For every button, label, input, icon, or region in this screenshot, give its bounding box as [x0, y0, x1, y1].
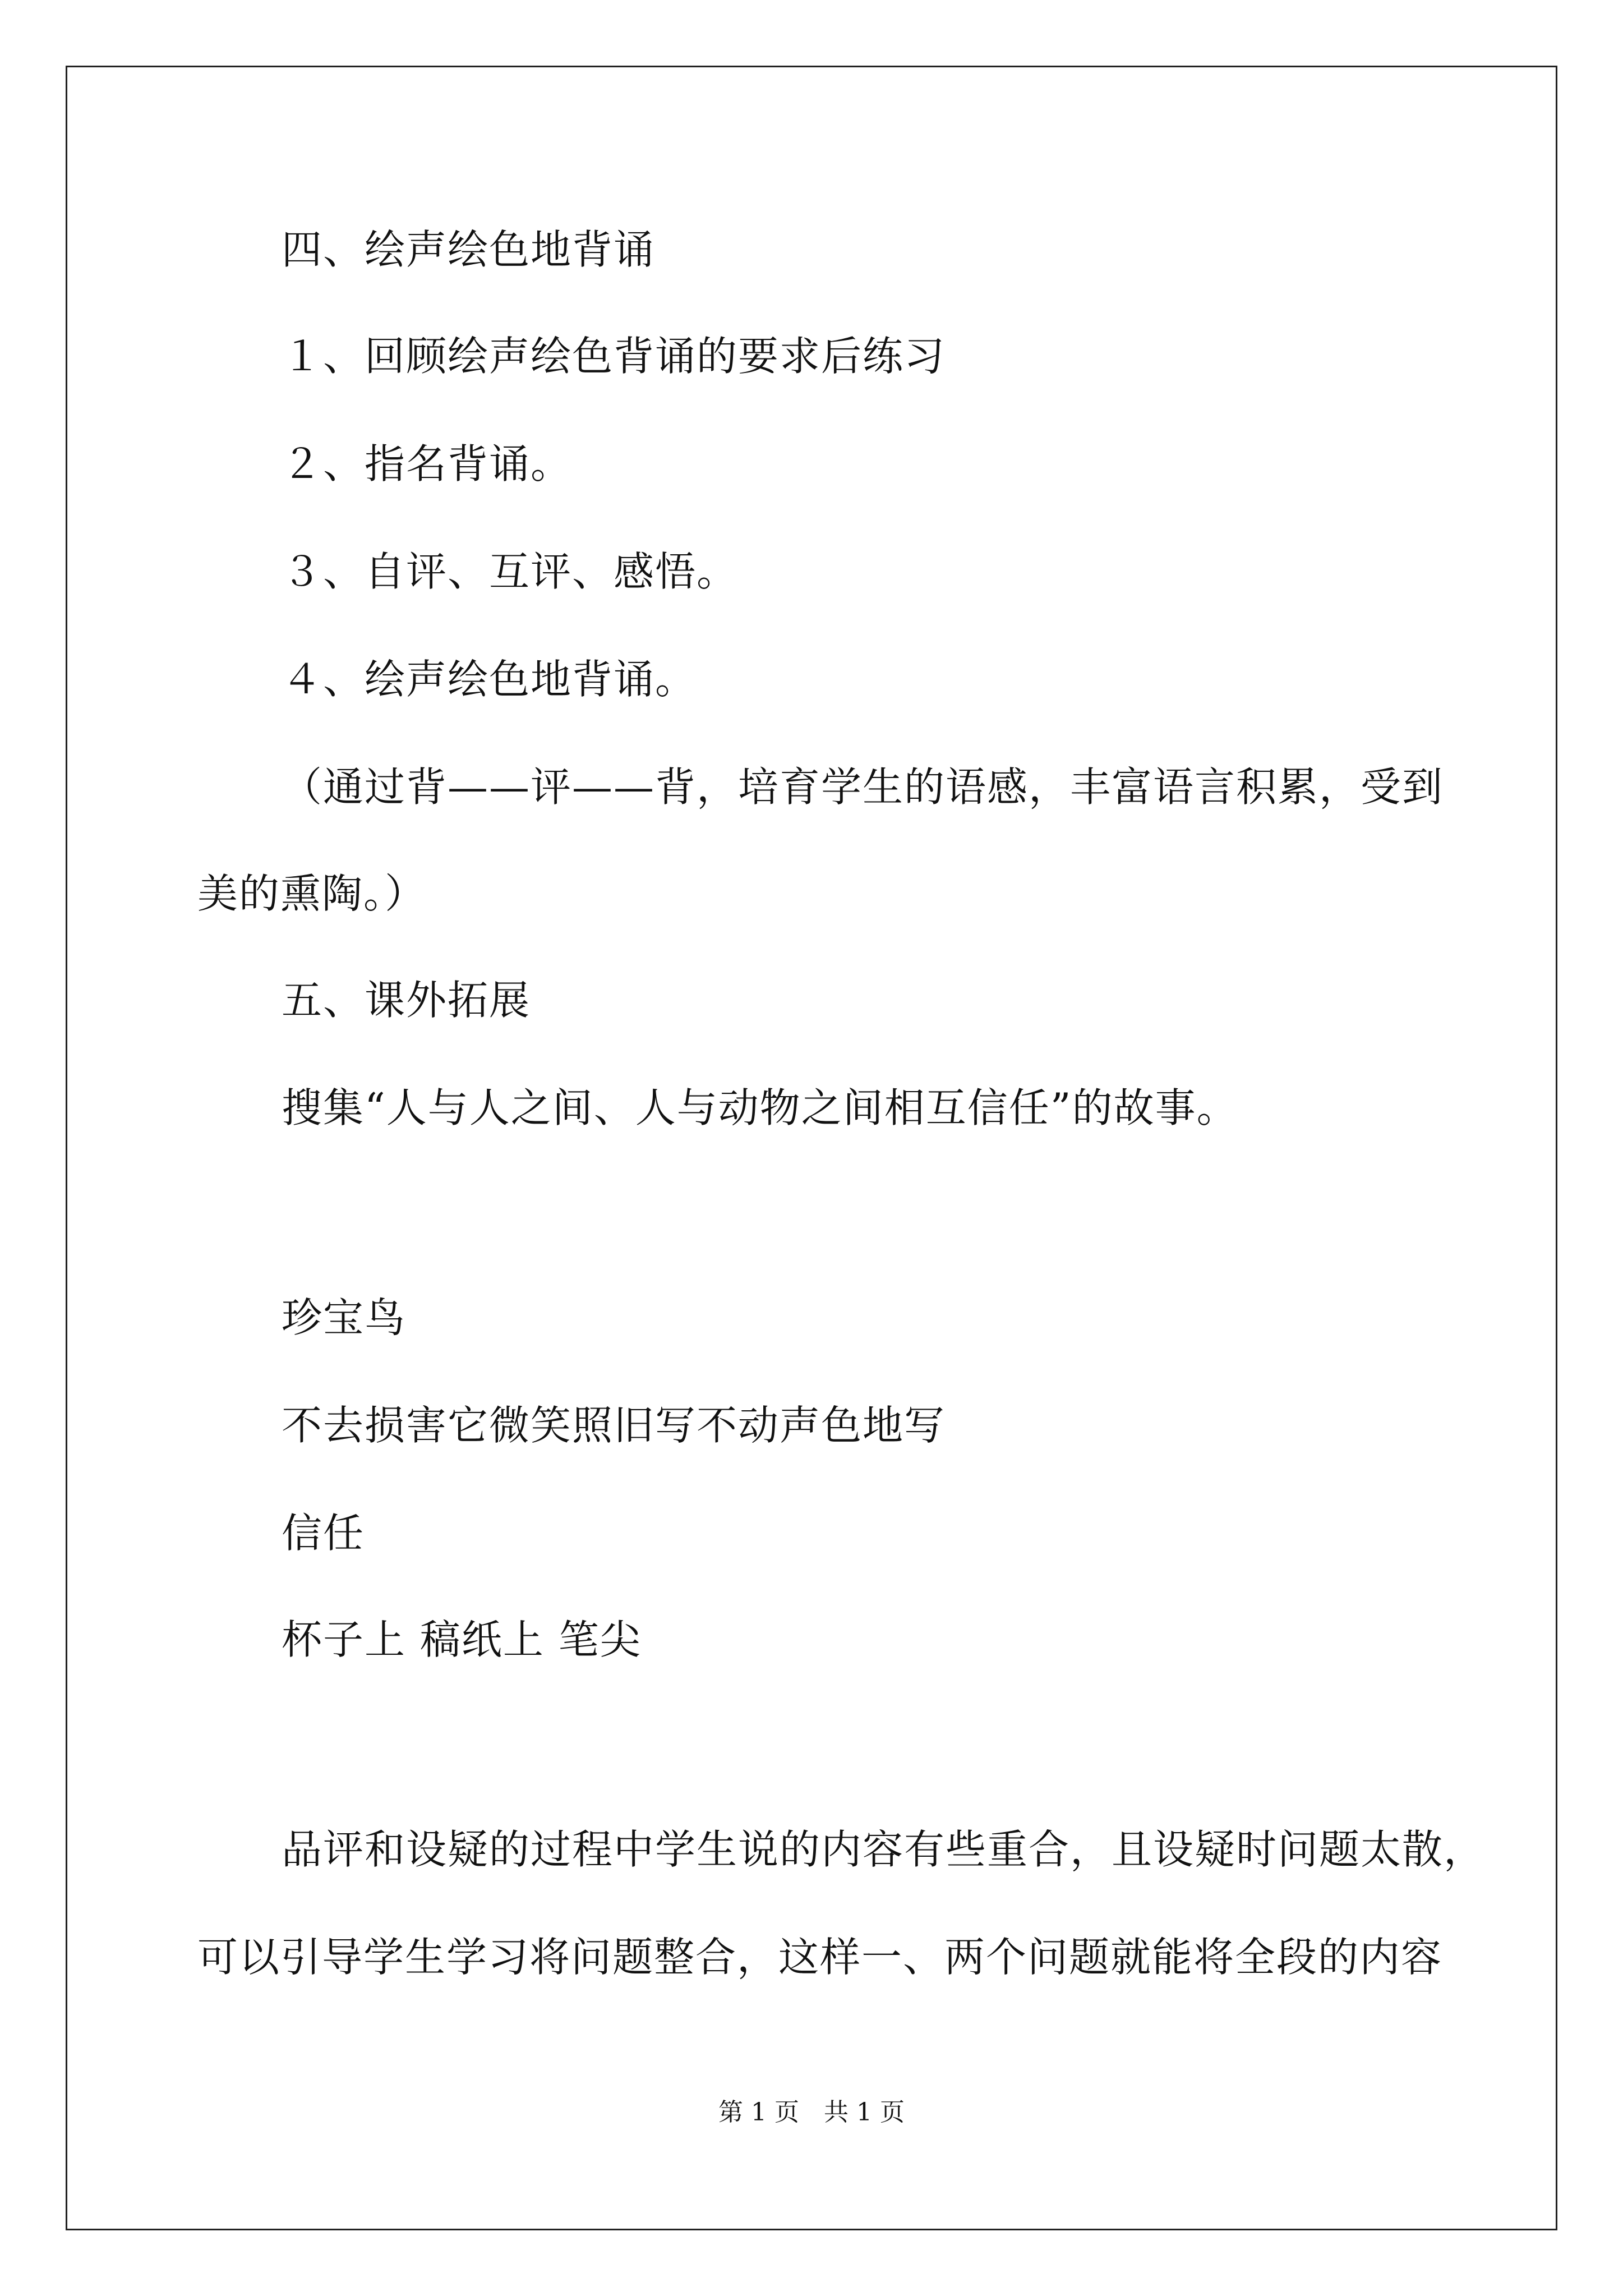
list-item: ３、自评、互评、感悟。 — [282, 548, 739, 595]
list-item: ２、指名背诵。 — [282, 440, 573, 487]
paragraph-line: （通过背——评——背，培育学生的语感，丰富语言积累，受到 — [282, 763, 1444, 811]
page-number-footer: 第 1 页 共 1 页 — [718, 2098, 905, 2127]
board-line: 信任 — [282, 1510, 365, 1557]
board-line: 杯子上 稿纸上 笔尖 — [282, 1616, 642, 1663]
board-line: 不去损害它微笑照旧写不动声色地写 — [282, 1402, 946, 1449]
page-border — [66, 66, 1557, 2230]
paragraph-line: 搜集“人与人之间、人与动物之间相互信任”的故事。 — [282, 1084, 1238, 1131]
section-heading-extension: 五、课外拓展 — [282, 977, 531, 1024]
paragraph-line: 美的熏陶。） — [197, 870, 427, 917]
board-title: 珍宝鸟 — [282, 1294, 407, 1341]
list-item: ４、绘声绘色地背诵。 — [282, 656, 697, 703]
paragraph-line: 品评和设疑的过程中学生说的内容有些重合，且设疑时问题太散， — [282, 1826, 1486, 1873]
section-heading-recite: 四、绘声绘色地背诵 — [282, 226, 656, 273]
paragraph-line: 可以引导学生学习将问题整合，这样一、两个问题就能将全段的内容 — [197, 1934, 1443, 1981]
list-item: １、回顾绘声绘色背诵的要求后练习 — [282, 333, 946, 380]
